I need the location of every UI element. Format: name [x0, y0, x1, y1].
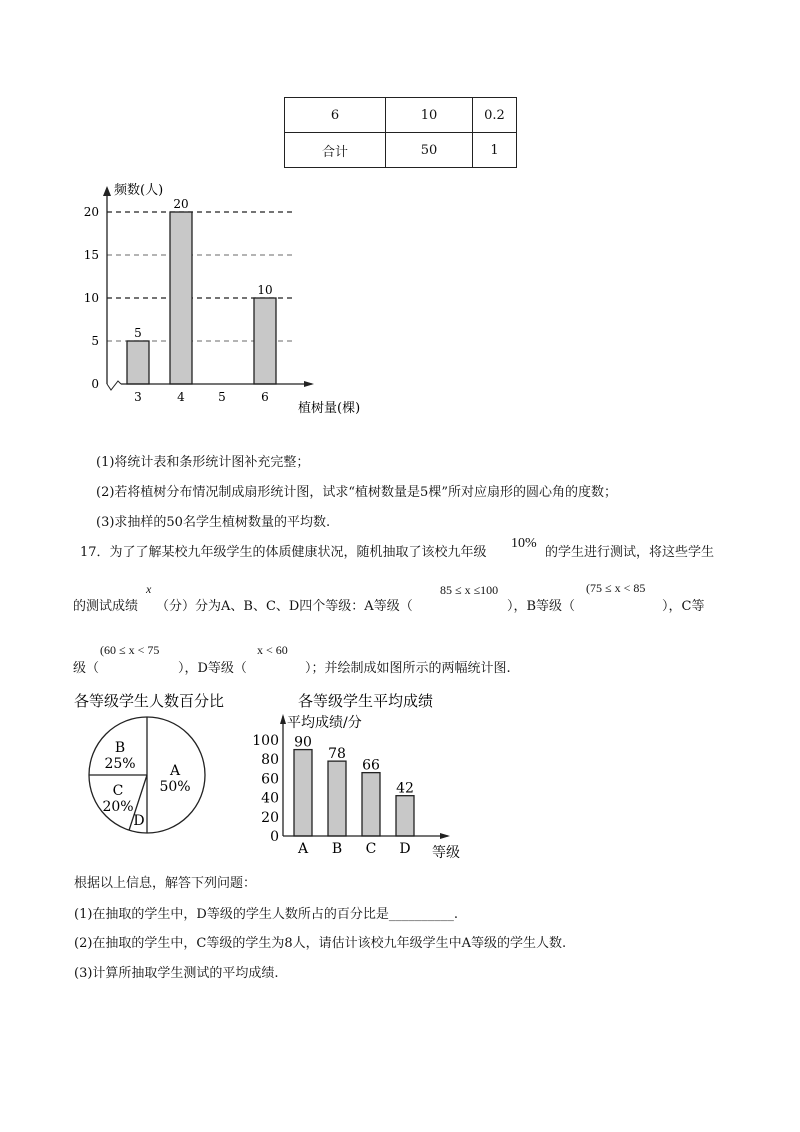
x-tick-label: 6	[261, 390, 269, 404]
q17-line1b: 的学生进行测试，将这些学生	[545, 545, 715, 560]
cell: 0.2	[473, 98, 517, 133]
y-tick-label: 100	[252, 733, 279, 749]
after-0: 根据以上信息，解答下列问题：	[74, 876, 257, 891]
pie-slice-label: C	[112, 783, 124, 799]
pie-slice-percent: 50%	[159, 779, 191, 795]
y-tick-label: 40	[261, 790, 279, 807]
x-tick-label: C	[365, 841, 377, 857]
x-tick-label: 4	[177, 390, 185, 404]
range-d: x < 60	[257, 643, 288, 657]
bar	[396, 796, 414, 836]
range-b: (75 ≤ x < 85	[586, 581, 646, 595]
bar-value-label: 20	[173, 197, 189, 211]
bar	[294, 750, 312, 836]
x-tick-label: A	[297, 841, 309, 857]
q17-line3a: 级（	[73, 661, 100, 676]
y-tick-label: 0	[91, 377, 99, 391]
q16-part3: (3)求抽样的50名学生植树数量的平均数.	[96, 515, 331, 530]
pie-slice-percent: 20%	[102, 799, 134, 815]
q17-line1a: 17．为了了解某校九年级学生的体质健康状况，随机抽取了该校九年级	[80, 545, 487, 560]
after-3: (3)计算所抽取学生测试的平均成绩.	[74, 966, 279, 981]
bar-value-label: 5	[134, 326, 142, 340]
pie-slice-percent: 25%	[104, 756, 136, 772]
y-tick-label: 5	[91, 334, 99, 348]
bar-value-label: 78	[328, 746, 346, 763]
pie-slice-label: D	[133, 813, 145, 829]
cell: 合计	[285, 133, 386, 168]
x-axis-arrow	[304, 381, 314, 387]
q17-line2b: （分）分为A、B、C、D四个等级：A等级（	[156, 599, 413, 614]
y-axis-title: 平均成绩/分	[287, 715, 362, 731]
cell: 50	[386, 133, 473, 168]
bar-value-label: 10	[257, 283, 273, 297]
y-axis-arrow	[280, 714, 286, 724]
pie-slice-label: B	[114, 740, 126, 756]
bar-value-label: 90	[294, 734, 312, 751]
x-axis-title: 等级	[432, 845, 460, 861]
q16-part2: (2)若将植树分布情况制成扇形统计图，试求“植树数量是5棵”所对应扇形的圆心角的度数；	[96, 485, 617, 500]
x-tick-label: D	[399, 841, 411, 857]
bar	[254, 298, 276, 384]
q17-line2d: ），C等	[662, 599, 705, 614]
y-tick-label: 80	[261, 752, 279, 769]
q17-line2a: 的测试成绩	[73, 599, 139, 614]
bar	[127, 341, 149, 384]
y-tick-label: 20	[83, 205, 99, 219]
range-a: 85 ≤ x ≤100	[440, 583, 499, 597]
y-axis-title: 频数(人)	[114, 183, 164, 198]
x-axis-title: 植树量(棵)	[298, 401, 361, 416]
y-tick-label: 20	[261, 809, 279, 826]
y-axis-arrow	[103, 186, 111, 196]
pie-title: 各等级学生人数百分比	[74, 692, 225, 710]
x-tick-label: B	[331, 841, 343, 857]
y-tick-label: 60	[261, 771, 279, 788]
x-tick-label: 5	[218, 390, 226, 404]
cell: 10	[386, 98, 473, 133]
bar	[362, 773, 380, 836]
cell: 6	[285, 98, 386, 133]
after-1: (1)在抽取的学生中，D等级的学生人数所占的百分比是__________.	[74, 907, 458, 922]
bar	[170, 212, 192, 384]
q17-line3b: ），D等级（	[178, 661, 247, 676]
y-tick-label: 0	[270, 829, 279, 845]
pie-slice-label: A	[169, 763, 181, 779]
q17-pct: 10%	[511, 536, 537, 551]
var-x: x	[146, 582, 152, 596]
after-2: (2)在抽取的学生中，C等级的学生为8人，请估计该校九年级学生中A等级的学生人数.	[74, 936, 567, 951]
x-axis-arrow	[440, 833, 450, 839]
chart-title: 各等级学生平均成绩	[298, 692, 434, 710]
range-c: (60 ≤ x < 75	[100, 643, 160, 657]
y-tick-label: 15	[83, 248, 99, 262]
bar-value-label: 66	[362, 757, 380, 774]
x-tick-label: 3	[134, 390, 142, 404]
q17-line3c: ）；并绘制成如图所示的两幅统计图.	[305, 661, 511, 676]
q17-line2c: ），B等级（	[507, 599, 576, 614]
bar	[328, 761, 346, 836]
axis-break	[107, 381, 121, 390]
cell: 1	[473, 133, 517, 168]
y-tick-label: 10	[83, 291, 99, 305]
q16-part1: (1)将统计表和条形统计图补充完整；	[96, 455, 310, 470]
bar-value-label: 42	[396, 780, 414, 797]
